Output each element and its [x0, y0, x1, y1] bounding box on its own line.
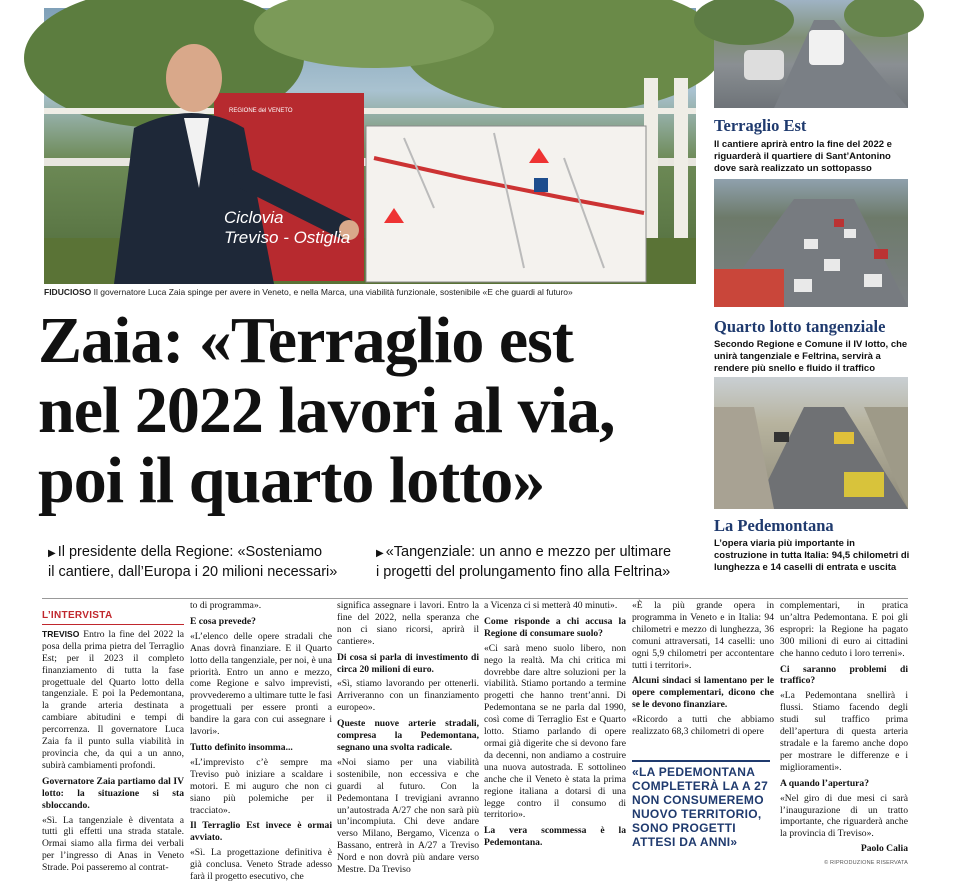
subhead-2: [376, 543, 706, 582]
sidebar-title-pedemontana: La Pedemontana: [714, 516, 834, 535]
triangle-bullet-icon: ▶: [48, 548, 56, 559]
col1-paragraph-1: Entro la fine del 2022 la posa della prima pietra del Terraglio Est; per il 2023 il completo finanziamento di tutta la fase progettuale del Quarto lotto della tangenziale. E poi la Pedemontana, la grande arteria destinata a cambiare abitudini e tempi di percorrenza. Il governatore Luca Zaia fa il punto sulla viabilità in provincia che, da qui a un anno, subirà cambiamenti profondi.: [42, 628, 184, 771]
sign-small-text: REGIONE del VENETO: [229, 108, 293, 114]
col4-paragraph-0: a Vicenza ci si metterà 40 minuti».: [484, 600, 618, 611]
col2-question-3: Il Terraglio Est invece è ormai avviato.: [190, 820, 332, 844]
sidebar-photo-tangenziale: [714, 179, 908, 307]
sidebar-photo-terraglio: [714, 0, 908, 108]
headline-line-2: nel 2022 lavori al via,: [38, 374, 615, 447]
headline-line-3: poi il quarto lotto»: [38, 444, 545, 517]
col5-question-1: Alcuni sindaci si lamentano per le opere complementari, dicono che se le devono finanziare.: [632, 675, 774, 711]
col2-question-2: Tutto definito insomma...: [190, 741, 293, 753]
col6-question-1: Ci saranno problemi di traffico?: [780, 663, 908, 687]
col2-question-1: E cosa prevede?: [190, 615, 256, 627]
dateline: TREVISO: [42, 628, 80, 639]
col2-paragraph-3: «Sì. La progettazione definitiva è già conclusa. Veneto Strade adesso farà il progetto esecutivo, che: [190, 847, 332, 883]
subhead-2-line-1: «Tangenziale: un anno e mezzo per ultimare: [385, 544, 672, 560]
sidebar-text-terraglio: Il cantiere aprirà entro la fine del 2022 e riguarderà il quartiere di Sant’Antonino dove sarà realizzato un sottopasso: [714, 139, 892, 174]
col6-paragraph-1: «La Pedemontana snellirà i flussi. Stiamo facendo degli studi sul traffico prima dell’apertura di questa arteria stradale e la faremo anche dopo per mostrare le differenze e i miglioramenti».: [780, 690, 908, 773]
article-column-5: [632, 600, 774, 760]
col2-paragraph-1: «L’elenco delle opere stradali che Anas dovrà finanziare. E il Quarto lotto della tangenziale, per noi, è una priorità. Entro un anno e mezzo, come Regione e salvo imprevisti, provvederemo a ultimare tutte le fasi progettuali per essere pronti a bandire la gara con cui assegnare i lavori».: [190, 630, 332, 738]
caption-text: Il governatore Luca Zaia spinge per avere in Veneto, e nella Marca, una viabilità funzionale, sostenibile «E che guardi al futuro»: [93, 287, 573, 297]
photo-caption: [44, 287, 696, 298]
subhead-2-line-2: i progetti del prolungamento fino alla Feltrina»: [376, 564, 671, 580]
article-column-6: [780, 600, 908, 873]
divider-rule: [42, 598, 908, 599]
col4-question-1: Come risponde a chi accusa la Regione di consumare suolo?: [484, 615, 626, 639]
pull-quote: «LA PEDEMONTANA COMPLETERÀ LA A 27 NON CONSUMEREMO NUOVO TERRITORIO, SONO PROGETTI ATTESI DA ANNI»: [632, 760, 770, 849]
col3-question-2: Queste nuove arterie stradali, compresa la Pedemontana, segnano una svolta radicale.: [337, 718, 479, 753]
col3-paragraph-1: «Sì, stiamo lavorando per ottenerli. Arriveranno con un finanziamento europeo».: [337, 678, 479, 714]
sidebar-title-terraglio: Terraglio Est: [714, 116, 807, 135]
sign-line-2: Treviso - Ostiglia: [224, 228, 351, 247]
sidebar-text-pedemontana: L’opera viaria più importante in costruzione in tutta Italia: 94,5 chilometri di lunghezza e 14 caselli di entrata e uscita: [714, 538, 910, 573]
col4-paragraph-1: «Ci sarà meno suolo libero, non nego la realtà. Ma chi critica mi dovrebbe dare altre soluzioni per la viabilità. Stiamo portando a termine progetti che hanno trent’anni. Di Pedemontana se ne parla dal 1990, così come di Terraglio Est e Quarto lotto. Stiamo parlando di opere ormai già digerite che si devono fare da decenni, non andiamo a costruire una nuova autostrada. E sottolineo anche che il Veneto è stata la prima regione italiana a dotarsi di una legge contro il consumo di territorio».: [484, 642, 626, 821]
sidebar-photo-pedemontana: [714, 377, 908, 509]
caption-tag: FIDUCIOSO: [44, 287, 92, 297]
article-column-3: [337, 600, 479, 879]
photo-illustration: [44, 8, 696, 284]
col1-paragraph-2: «Sì. La tangenziale è diventata a tutti gli effetti una strada statale. Ormai siamo alla firma dei verbali per l’ingresso di Anas in Veneto Strade. Poi passeremo al contrat-: [42, 814, 184, 874]
sidebar-text-quarto-lotto: Secondo Regione e Comune il IV lotto, che unirà tangenziale e Feltrina, servirà a rendere più snello e fluido il traffico: [714, 339, 908, 374]
sidebar-title-quarto-lotto: Quarto lotto tangenziale: [714, 317, 886, 336]
headline: [38, 306, 708, 516]
col6-paragraph-0: complementari, in pratica un’altra Pedemontana. E poi gli espropri: la Regione ha pagato 300 milioni di euro ai cittadini che hanno ceduto i loro terreni».: [780, 600, 908, 659]
article-column-1: [42, 600, 184, 877]
subhead-1-line-2: il cantiere, dall’Europa i 20 milioni necessari»: [48, 564, 338, 580]
sign-line-1: Ciclovia: [224, 208, 284, 227]
subhead-1: [48, 543, 378, 582]
article-column-2: [190, 600, 332, 886]
author-signature: Paolo Calia: [860, 843, 908, 855]
triangle-bullet-icon: ▶: [376, 548, 384, 559]
section-label: L’INTERVISTA: [42, 610, 184, 625]
col3-question-1: Di cosa si parla di investimento di circa 20 milioni di euro.: [337, 651, 479, 675]
main-photo: [44, 8, 696, 284]
sign-text: [224, 208, 350, 248]
article-column-4: [484, 600, 626, 852]
col6-question-2: A quando l’apertura?: [780, 777, 870, 789]
headline-line-1: Zaia: «Terraglio est: [38, 304, 573, 377]
col5-paragraph-1: «Ricordo a tutti che abbiamo realizzato 68,3 chilometri di opere: [632, 714, 774, 738]
col5-paragraph-0: «È la più grande opera in programma in Veneto e in Italia: 94 chilometri e mezzo di lunghezza, 36 comuni attraversati, 14 caselli: uno ogni 5,9 chilometri per accontentare tutti i territori».: [632, 600, 774, 671]
col6-paragraph-2: «Nel giro di due mesi ci sarà l’inaugurazione di un tratto importante, che riguarderà anche la provincia di Treviso».: [780, 792, 908, 840]
subhead-1-line-1: Il presidente della Regione: «Sosteniamo: [57, 544, 323, 560]
col2-paragraph-0: to di programma».: [190, 600, 262, 611]
col4-question-2: La vera scommessa è la Pedemontana.: [484, 825, 626, 849]
col1-question-1: Governatore Zaia partiamo dal IV lotto: la situazione si sta sbloccando.: [42, 775, 184, 811]
copyright-notice: © RIPRODUZIONE RISERVATA: [824, 860, 908, 867]
col3-paragraph-2: «Noi siamo per una viabilità sostenibile, non eccessiva e che guardi al futuro. Con la Pedemontana I trevigiani avranno un’autostrada A/27 che non sarà più un’incompiuta. Chi deve andare verso Milano, Bergamo, Vicenza o Bassano, entrerà in A/27 a Treviso Nord e non dovrà più andare verso Mestre. Da Treviso: [337, 756, 479, 876]
col2-paragraph-2: «L’imprevisto c’è sempre ma Treviso può iniziare a scaldare i motori. E mi auguro che non ci siano più polemiche per il tracciato».: [190, 756, 332, 816]
col3-paragraph-0: significa assegnare i lavori. Entro la fine del 2022, nella speranza che non ci siano ricorsi, aprirà il cantiere».: [337, 600, 479, 647]
